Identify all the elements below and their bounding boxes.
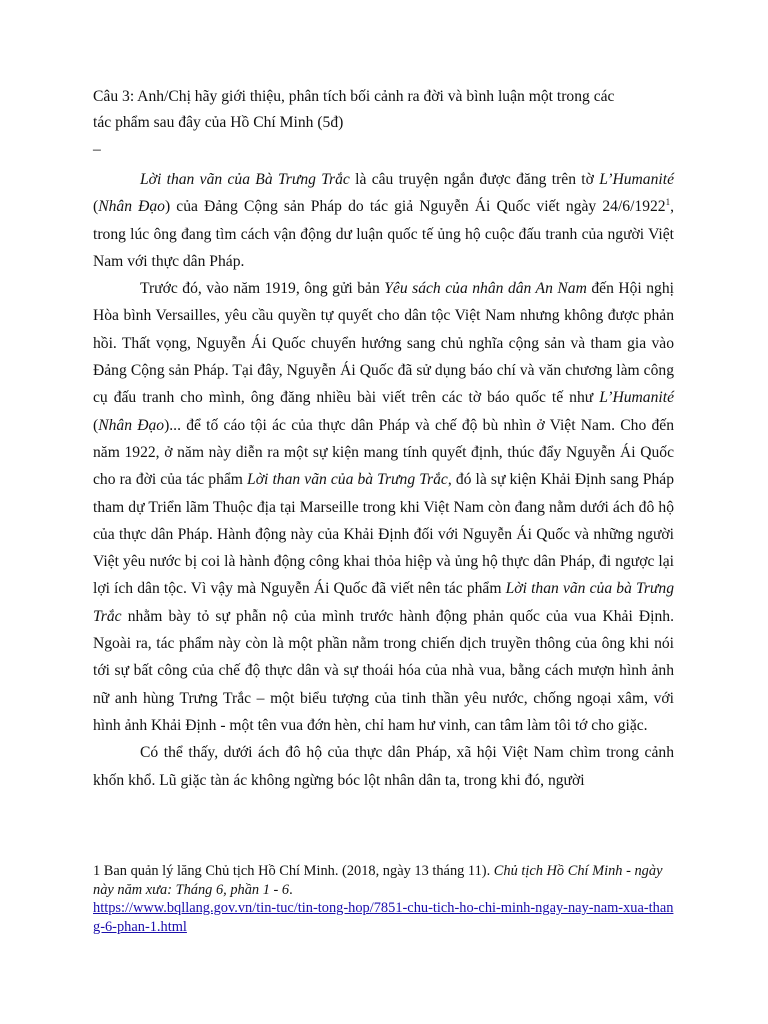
work-title: Lời than vãn của Bà Trưng Trắc <box>140 171 350 188</box>
newspaper-name-vn: Nhân Đạo <box>98 198 165 216</box>
paragraph-text: ( <box>93 198 99 216</box>
newspaper-name-vn: Nhân Đạo <box>98 416 165 434</box>
paragraph-text: )... để tố cáo tội ác của thực dân Pháp và chế độ bù nhìn ở Việt Nam. Cho đến năm 1922, ở năm này diễn ra một sự kiện mang tính quyết định, thúc đẩy Nguyễn Ái Quốc cho ra đời của tác phẩm <box>93 416 674 489</box>
paragraph-text: Trước đó, vào năm 1919, ông gửi bản <box>140 280 385 298</box>
question-line-1: Câu 3: Anh/Chị hãy giới thiệu, phân tích bối cảnh ra đời và bình luận một trong các <box>93 88 615 105</box>
newspaper-name: L’Humanité <box>599 389 674 407</box>
paragraph-text: đến Hội nghị Hòa bình Versailles, yêu cầu quyền tự quyết cho dân tộc Việt Nam nhưng không được phản hồi. Thất vọng, Nguyễn Ái Quốc chuyển hướng sang chủ nghĩa cộng sản và tham gia vào Đảng Cộng sản Pháp. Tại đây, Nguyễn Ái Quốc đã sử dụng báo chí và văn chương làm công cụ đấu tranh cho mình, ông đăng nhiều bài viết trên các tờ báo quốc tế như <box>93 280 674 407</box>
paragraph-text: ) của Đảng Cộng sản Pháp do tác giả Nguyễn Ái Quốc viết ngày 24/6/1922 <box>164 198 666 216</box>
paragraph-text: nhằm bày tỏ sự phẫn nộ của mình trước hành động phản quốc của vua Khải Định. Ngoài ra, tác phẩm này còn là một phần nằm trong chiến dịch truyền thông của ông khi nói tới sự bất công của chế độ thực dân và sự thoái hóa của nhà vua, bằng cách mượn hình ảnh nữ anh hùng Trưng Trắc – một biểu tượng của tinh thần yêu nước, chống ngoại xâm, với hình ảnh Khải Định - một tên vua đớn hèn, chỉ ham hư vinh, can tâm làm tôi tớ cho giặc. <box>93 607 674 734</box>
paragraph-text: là câu truyện ngắn được đăng trên tờ <box>349 171 600 188</box>
question-line-2: tác phẩm sau đây của Hồ Chí Minh (5đ) <box>93 114 344 131</box>
footnote-number: 1 <box>93 863 101 879</box>
paragraph-text: , đó là sự kiện Khải Định sang Pháp tham dự Triển lãm Thuộc địa tại Marseille trong khi Việt Nam còn đang nằm dưới ách đô hộ của thực dân Pháp. Hành động này của Khải Định đối với Nguyễn Ái Quốc và những người Việt yêu nước bị coi là hành động công khai thỏa hiệp và ủng hộ thực dân Pháp, đi ngược lại lợi ích dân tộc. Vì vậy mà Nguyễn Ái Quốc đã viết nên tác phẩm <box>93 471 674 598</box>
essay-body <box>93 166 674 794</box>
footnote-source: Ban quản lý lăng Chủ tịch Hồ Chí Minh. (2018, ngày 13 tháng 11). <box>100 863 494 879</box>
newspaper-name: L’Humanité <box>599 171 674 188</box>
paragraph-text: , trong lúc ông đang tìm cách vận động dư luận quốc tế ủng hộ cuộc đấu tranh của người Việt Nam với thực dân Pháp. <box>93 198 675 270</box>
work-title: Lời than vãn của bà Trưng Trắc <box>93 580 674 625</box>
footnote <box>93 862 679 936</box>
footnote-period: . <box>289 881 293 898</box>
footnote-title: Chủ tịch Hồ Chí Minh - ngày này năm xưa: Tháng 6, phần 1 - 6 <box>93 863 663 898</box>
footnote-link[interactable]: https://www.bqllang.gov.vn/tin-tuc/tin-tong-hop/7851-chu-tich-ho-chi-minh-ngay-nay-nam-xua-thang-6-phan-1.html <box>93 900 674 935</box>
paragraph-text: ( <box>93 416 99 434</box>
question-heading <box>93 84 683 136</box>
paragraph-2 <box>93 275 674 739</box>
paragraph-1 <box>93 166 674 275</box>
footnote-ref[interactable]: 1 <box>665 197 671 208</box>
dash-separator: – <box>93 141 101 158</box>
work-title: Lời than vãn của bà Trưng Trắc <box>247 471 448 489</box>
paragraph-3: Có thể thấy, dưới ách đô hộ của thực dân Pháp, xã hội Việt Nam chìm trong cảnh khốn khổ. Lũ giặc tàn ác không ngừng bóc lột nhân dân ta, trong khi đó, người <box>93 744 674 789</box>
petition-title: Yêu sách của nhân dân An Nam <box>384 280 587 298</box>
